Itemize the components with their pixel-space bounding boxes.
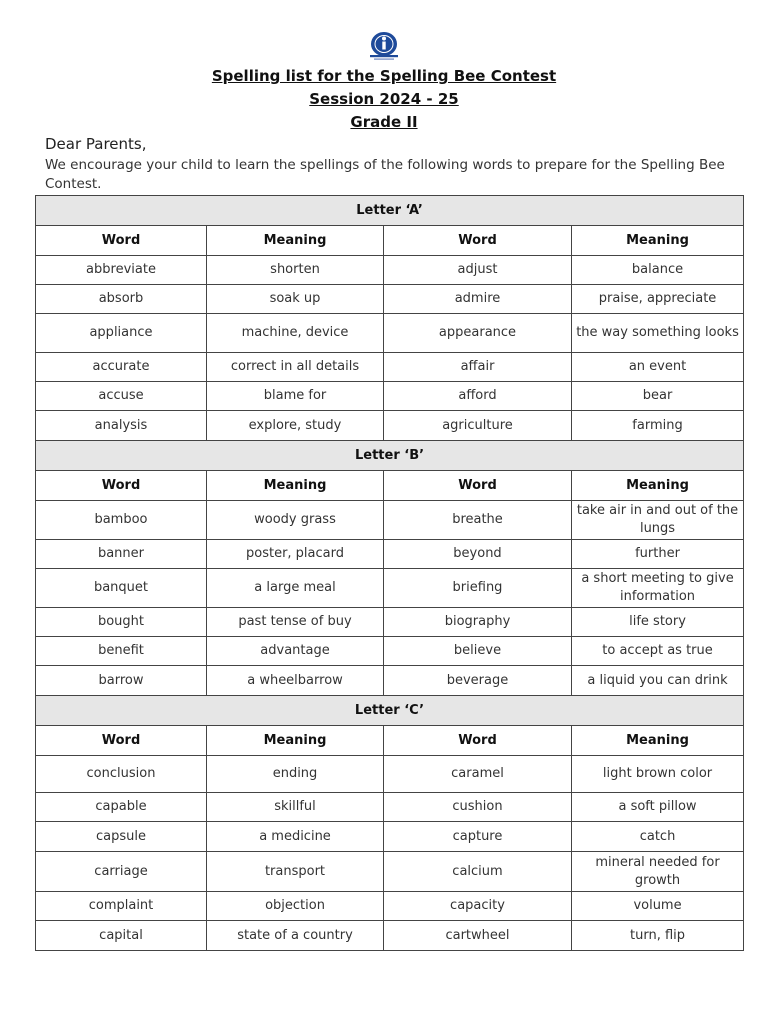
table-row	[36, 892, 744, 921]
meaning-cell: a wheelbarrow	[207, 666, 384, 696]
section-label: Letter ‘A’	[36, 196, 744, 226]
section-row	[36, 196, 744, 226]
meaning-cell: praise, appreciate	[572, 285, 744, 314]
word-cell: appearance	[384, 314, 572, 353]
meaning-cell: an event	[572, 353, 744, 382]
word-cell: admire	[384, 285, 572, 314]
column-header: Word	[36, 471, 207, 501]
session-label: Session 2024 - 25	[309, 90, 459, 108]
page-title: Spelling list for the Spelling Bee Contest	[211, 67, 557, 85]
word-cell: capable	[36, 793, 207, 822]
meaning-cell: light brown color	[572, 756, 744, 793]
meaning-cell: to accept as true	[572, 637, 744, 666]
word-cell: capital	[36, 921, 207, 951]
meaning-cell: further	[572, 540, 744, 569]
word-cell: benefit	[36, 637, 207, 666]
word-cell: calcium	[384, 852, 572, 892]
table-row	[36, 501, 744, 540]
column-header: Meaning	[572, 226, 744, 256]
table-row	[36, 756, 744, 793]
table-row	[36, 285, 744, 314]
word-cell: banquet	[36, 569, 207, 608]
meaning-cell: mineral needed for growth	[572, 852, 744, 892]
meaning-cell: correct in all details	[207, 353, 384, 382]
table-row	[36, 353, 744, 382]
word-cell: afford	[384, 382, 572, 411]
meaning-cell: woody grass	[207, 501, 384, 540]
meaning-cell: state of a country	[207, 921, 384, 951]
table-row	[36, 608, 744, 637]
meaning-cell: advantage	[207, 637, 384, 666]
word-cell: beyond	[384, 540, 572, 569]
meaning-cell: skillful	[207, 793, 384, 822]
column-header: Word	[384, 226, 572, 256]
word-cell: bought	[36, 608, 207, 637]
word-cell: cartwheel	[384, 921, 572, 951]
section-label: Letter ‘B’	[36, 441, 744, 471]
table-row	[36, 852, 744, 892]
word-cell: analysis	[36, 411, 207, 441]
meaning-cell: turn, flip	[572, 921, 744, 951]
column-header: Meaning	[207, 471, 384, 501]
meaning-cell: a liquid you can drink	[572, 666, 744, 696]
header-row	[36, 471, 744, 501]
column-header: Word	[36, 226, 207, 256]
meaning-cell: poster, placard	[207, 540, 384, 569]
meaning-cell: shorten	[207, 256, 384, 285]
word-cell: biography	[384, 608, 572, 637]
word-cell: caramel	[384, 756, 572, 793]
meaning-cell: bear	[572, 382, 744, 411]
meaning-cell: a medicine	[207, 822, 384, 852]
column-header: Word	[384, 726, 572, 756]
grade-label: Grade II	[350, 113, 418, 131]
column-header: Word	[36, 726, 207, 756]
word-cell: adjust	[384, 256, 572, 285]
word-cell: cushion	[384, 793, 572, 822]
column-header: Word	[384, 471, 572, 501]
spelling-table	[35, 195, 744, 951]
table-row	[36, 314, 744, 353]
school-logo-icon	[366, 30, 402, 62]
table-row	[36, 793, 744, 822]
column-header: Meaning	[207, 726, 384, 756]
word-cell: agriculture	[384, 411, 572, 441]
column-header: Meaning	[207, 226, 384, 256]
section-row	[36, 441, 744, 471]
meaning-cell: ending	[207, 756, 384, 793]
meaning-cell: blame for	[207, 382, 384, 411]
word-cell: accuse	[36, 382, 207, 411]
word-cell: breathe	[384, 501, 572, 540]
header-row	[36, 726, 744, 756]
word-cell: capture	[384, 822, 572, 852]
table-row	[36, 411, 744, 441]
meaning-cell: objection	[207, 892, 384, 921]
meaning-cell: a soft pillow	[572, 793, 744, 822]
meaning-cell: transport	[207, 852, 384, 892]
word-cell: carriage	[36, 852, 207, 892]
table-row	[36, 822, 744, 852]
meaning-cell: balance	[572, 256, 744, 285]
word-cell: conclusion	[36, 756, 207, 793]
table-row	[36, 382, 744, 411]
table-row	[36, 921, 744, 951]
table-row	[36, 256, 744, 285]
table-row	[36, 666, 744, 696]
meaning-cell: soak up	[207, 285, 384, 314]
meaning-cell: catch	[572, 822, 744, 852]
meaning-cell: farming	[572, 411, 744, 441]
meaning-cell: explore, study	[207, 411, 384, 441]
table-row	[36, 637, 744, 666]
header-row	[36, 226, 744, 256]
meaning-cell: the way something looks	[572, 314, 744, 353]
meaning-cell: volume	[572, 892, 744, 921]
section-label: Letter ‘C’	[36, 696, 744, 726]
intro-text: We encourage your child to learn the spellings of the following words to prepare for the Spelling Bee Contest.	[45, 157, 725, 192]
word-cell: banner	[36, 540, 207, 569]
word-cell: capacity	[384, 892, 572, 921]
word-cell: barrow	[36, 666, 207, 696]
word-cell: briefing	[384, 569, 572, 608]
section-row	[36, 696, 744, 726]
column-header: Meaning	[572, 726, 744, 756]
meaning-cell: a short meeting to give information	[572, 569, 744, 608]
meaning-cell: a large meal	[207, 569, 384, 608]
word-cell: believe	[384, 637, 572, 666]
table-row	[36, 569, 744, 608]
word-cell: accurate	[36, 353, 207, 382]
word-cell: absorb	[36, 285, 207, 314]
word-cell: affair	[384, 353, 572, 382]
word-cell: abbreviate	[36, 256, 207, 285]
meaning-cell: past tense of buy	[207, 608, 384, 637]
word-cell: complaint	[36, 892, 207, 921]
word-cell: beverage	[384, 666, 572, 696]
greeting: Dear Parents,	[45, 135, 147, 153]
meaning-cell: life story	[572, 608, 744, 637]
column-header: Meaning	[572, 471, 744, 501]
meaning-cell: machine, device	[207, 314, 384, 353]
word-cell: capsule	[36, 822, 207, 852]
meaning-cell: take air in and out of the lungs	[572, 501, 744, 540]
word-cell: bamboo	[36, 501, 207, 540]
table-row	[36, 540, 744, 569]
word-cell: appliance	[36, 314, 207, 353]
